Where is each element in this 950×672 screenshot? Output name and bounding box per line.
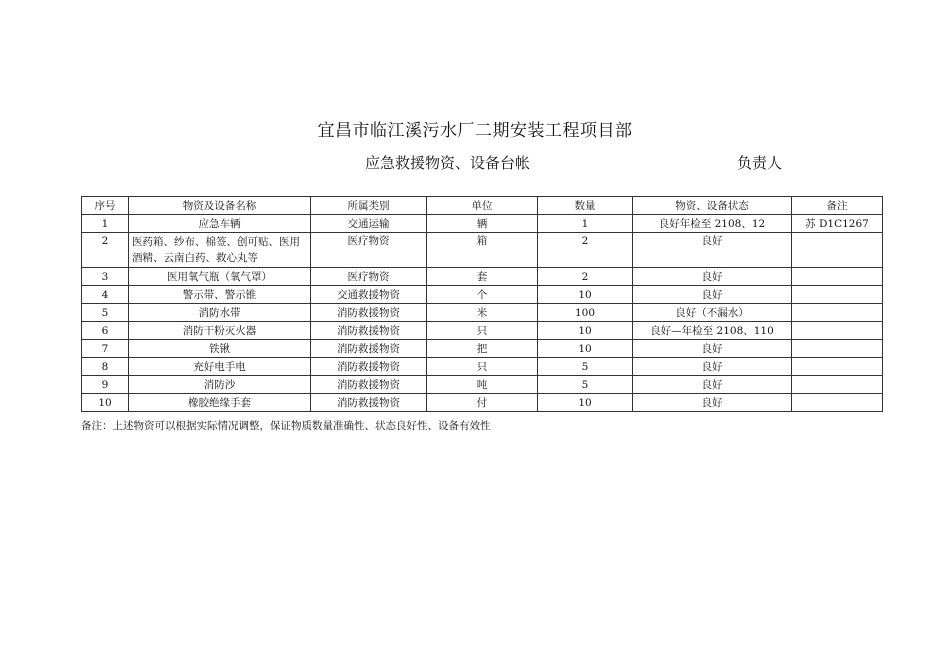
cell-remark [792,376,883,394]
cell-category: 交通运输 [311,215,427,233]
column-header-status: 物资、设备状态 [633,197,792,215]
table-row [82,268,883,286]
table-row [82,358,883,376]
cell-name: 消防干粉灭火器 [129,322,311,340]
cell-name: 医用氧气瓶（氧气罩） [129,268,311,286]
supplies-ledger-table [81,196,883,412]
cell-no: 9 [82,376,129,394]
cell-qty: 10 [538,394,633,412]
cell-unit: 把 [427,340,538,358]
column-header-remark: 备注 [792,197,883,215]
cell-unit: 只 [427,358,538,376]
cell-name: 铁锹 [129,340,311,358]
cell-category: 消防救援物资 [311,322,427,340]
cell-category: 交通救援物资 [311,286,427,304]
cell-category: 消防救援物资 [311,376,427,394]
cell-unit: 付 [427,394,538,412]
column-header-unit: 单位 [427,197,538,215]
cell-unit: 个 [427,286,538,304]
cell-unit: 箱 [427,233,538,268]
cell-status: 良好 [633,376,792,394]
cell-unit: 辆 [427,215,538,233]
cell-remark [792,394,883,412]
table-row [82,286,883,304]
table-row [82,376,883,394]
cell-qty: 2 [538,233,633,268]
cell-unit: 套 [427,268,538,286]
document-title: 宜昌市临江溪污水厂二期安装工程项目部 [317,121,633,141]
table-row [82,233,883,268]
cell-no: 1 [82,215,129,233]
table-header-row [82,197,883,215]
cell-remark [792,358,883,376]
cell-qty: 10 [538,340,633,358]
cell-qty: 5 [538,376,633,394]
cell-unit: 只 [427,322,538,340]
cell-remark [792,233,883,268]
cell-category: 消防救援物资 [311,394,427,412]
footnote: 备注：上述物资可以根据实际情况调整，保证物质数量准确性、状态良好性、设备有效性 [81,420,491,432]
column-header-qty: 数量 [538,197,633,215]
cell-status: 良好 [633,233,792,268]
cell-no: 2 [82,233,129,268]
cell-remark [792,340,883,358]
table-row [82,215,883,233]
cell-status: 良好年检至 2108、12 [633,215,792,233]
cell-unit: 吨 [427,376,538,394]
cell-name: 医药箱、纱布、棉签、创可贴、医用酒精、云南白药、救心丸等 [129,233,311,268]
cell-no: 3 [82,268,129,286]
cell-status: 良好 [633,286,792,304]
owner-label: 负责人 [737,154,783,172]
cell-qty: 10 [538,322,633,340]
cell-remark [792,304,883,322]
table-row [82,322,883,340]
cell-no: 10 [82,394,129,412]
cell-unit: 米 [427,304,538,322]
cell-status: 良好 [633,268,792,286]
cell-no: 6 [82,322,129,340]
cell-qty: 100 [538,304,633,322]
cell-qty: 10 [538,286,633,304]
ledger-subtitle: 应急救援物资、设备台帐 [365,154,531,172]
cell-name: 应急车辆 [129,215,311,233]
cell-no: 5 [82,304,129,322]
cell-qty: 2 [538,268,633,286]
cell-category: 医疗物资 [311,233,427,268]
cell-status: 良好—年检至 2108、110 [633,322,792,340]
cell-no: 8 [82,358,129,376]
cell-no: 4 [82,286,129,304]
cell-qty: 1 [538,215,633,233]
cell-remark [792,286,883,304]
cell-name: 警示带、警示锥 [129,286,311,304]
cell-remark [792,268,883,286]
column-header-category: 所属类别 [311,197,427,215]
table-row [82,394,883,412]
cell-status: 良好 [633,358,792,376]
cell-status: 良好（不漏水） [633,304,792,322]
cell-category: 消防救援物资 [311,304,427,322]
cell-remark [792,322,883,340]
cell-status: 良好 [633,340,792,358]
cell-category: 消防救援物资 [311,358,427,376]
cell-name: 消防沙 [129,376,311,394]
cell-name: 橡胶绝缘手套 [129,394,311,412]
cell-category: 医疗物资 [311,268,427,286]
cell-remark: 苏 D1C1267 [792,215,883,233]
cell-category: 消防救援物资 [311,340,427,358]
cell-status: 良好 [633,394,792,412]
column-header-name: 物资及设备名称 [129,197,311,215]
cell-qty: 5 [538,358,633,376]
cell-name: 消防水带 [129,304,311,322]
column-header-no: 序号 [82,197,129,215]
cell-name: 充好电手电 [129,358,311,376]
table-row [82,340,883,358]
cell-no: 7 [82,340,129,358]
table-row [82,304,883,322]
